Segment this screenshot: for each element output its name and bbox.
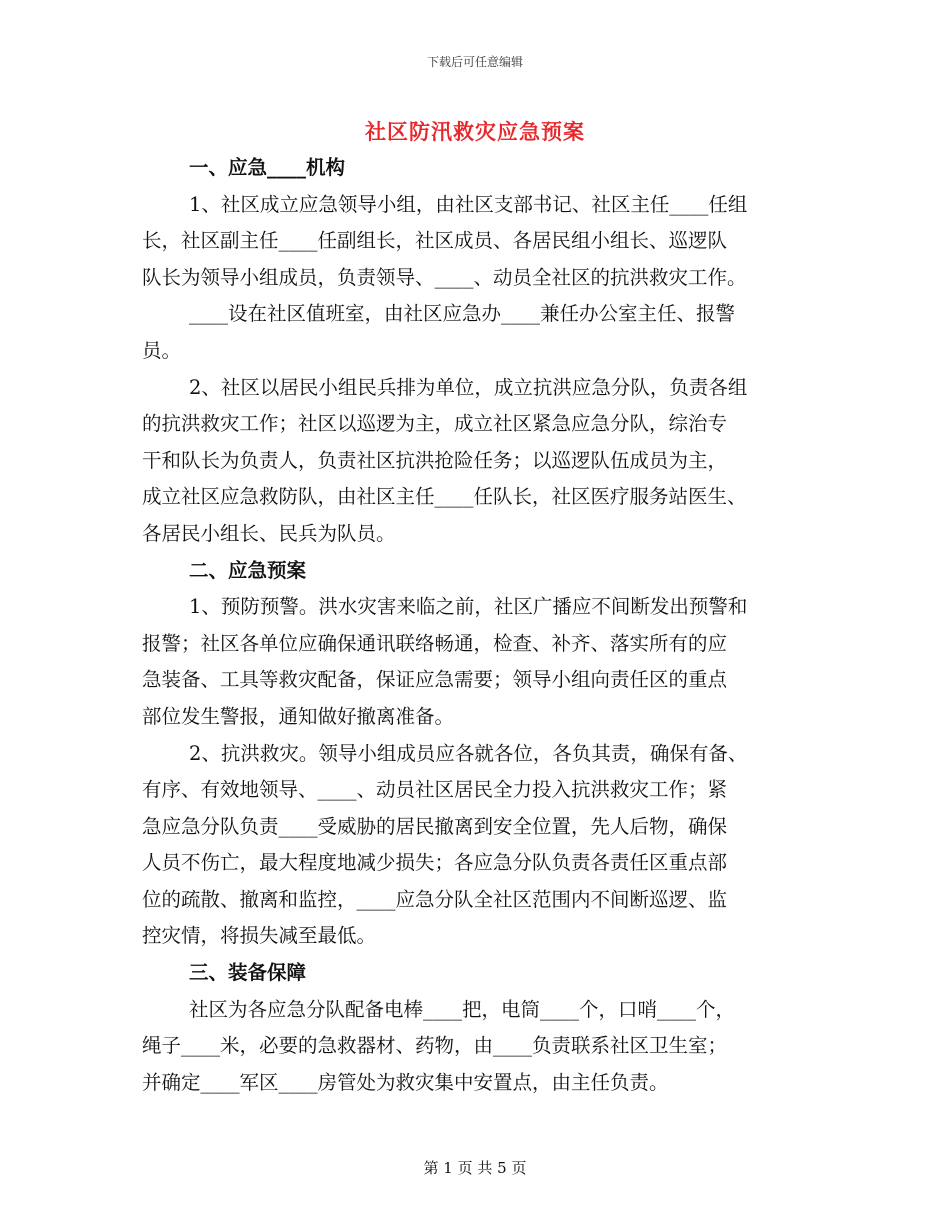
paragraph-line: 成立社区应急救防队，由社区主任____任队长，社区医疗服务站医生、 [142,485,747,509]
header-note: 下载后可任意编辑 [426,55,523,69]
page-title: 社区防汛救灾应急预案 [365,119,585,144]
paragraph-line: 1、社区成立应急领导小组，由社区支部书记、社区主任____任组 [189,192,748,216]
section-heading-1: 一、应急____机构 [189,156,346,179]
paragraph-line: 控灾情，将损失减至最低。 [142,924,377,948]
paragraph-line: 人员不伤亡，最大程度地减少损失；各应急分队负责各责任区重点部 [142,851,728,875]
paragraph-line: 绳子____米，必要的急救器材、药物，由____负责联系社区卫生室； [142,1034,728,1058]
paragraph-line: 各居民小组长、民兵为队员。 [142,521,396,545]
paragraph-line: 部位发生警报，通知做好撤离准备。 [142,704,455,728]
paragraph-line: 2、社区以居民小组民兵排为单位，成立抗洪应急分队，负责各组 [189,375,748,399]
paragraph-line: 急应急分队负责____受威胁的居民撤离到安全位置，先人后物，确保 [142,814,728,838]
paragraph-line: 报警；社区各单位应确保通讯联络畅通，检查、补齐、落实所有的应 [142,631,728,655]
paragraph-line: 社区为各应急分队配备电棒____把，电筒____个，口哨____个， [189,997,736,1021]
paragraph-line: 长，社区副主任____任副组长，社区成员、各居民组小组长、巡逻队 [142,229,728,253]
paragraph-line: 急装备、工具等救灾配备，保证应急需要；领导小组向责任区的重点 [142,668,728,692]
paragraph-line: 队长为领导小组成员，负责领导、____、动员全社区的抗洪救灾工作。 [142,265,747,289]
paragraph-line: ____设在社区值班室，由社区应急办____兼任办公室主任、报警 [189,302,736,326]
paragraph-line: 干和队长为负责人，负责社区抗洪抢险任务；以巡逻队伍成员为主， [142,448,728,472]
section-heading-2: 二、应急预案 [189,558,307,582]
paragraph-line: 2、抗洪救灾。领导小组成员应各就各位，各负其责，确保有备、 [189,741,748,765]
section-heading-3: 三、装备保障 [189,961,307,985]
paragraph-line: 有序、有效地领导、____、动员社区居民全力投入抗洪救灾工作；紧 [142,778,728,802]
paragraph-line: 并确定____军区____房管处为救灾集中安置点，由主任负责。 [142,1070,669,1094]
page-number-footer: 第 1 页 共 5 页 [423,1159,527,1177]
paragraph-line: 位的疏散、撤离和监控，____应急分队全社区范围内不间断巡逻、监 [142,887,728,911]
paragraph-line: 员。 [142,338,182,362]
document-body [142,150,810,1101]
paragraph-line: 的抗洪救灾工作；社区以巡逻为主，成立社区紧急应急分队，综治专 [142,412,728,436]
paragraph-line: 1、预防预警。洪水灾害来临之前，社区广播应不间断发出预警和 [189,595,748,619]
